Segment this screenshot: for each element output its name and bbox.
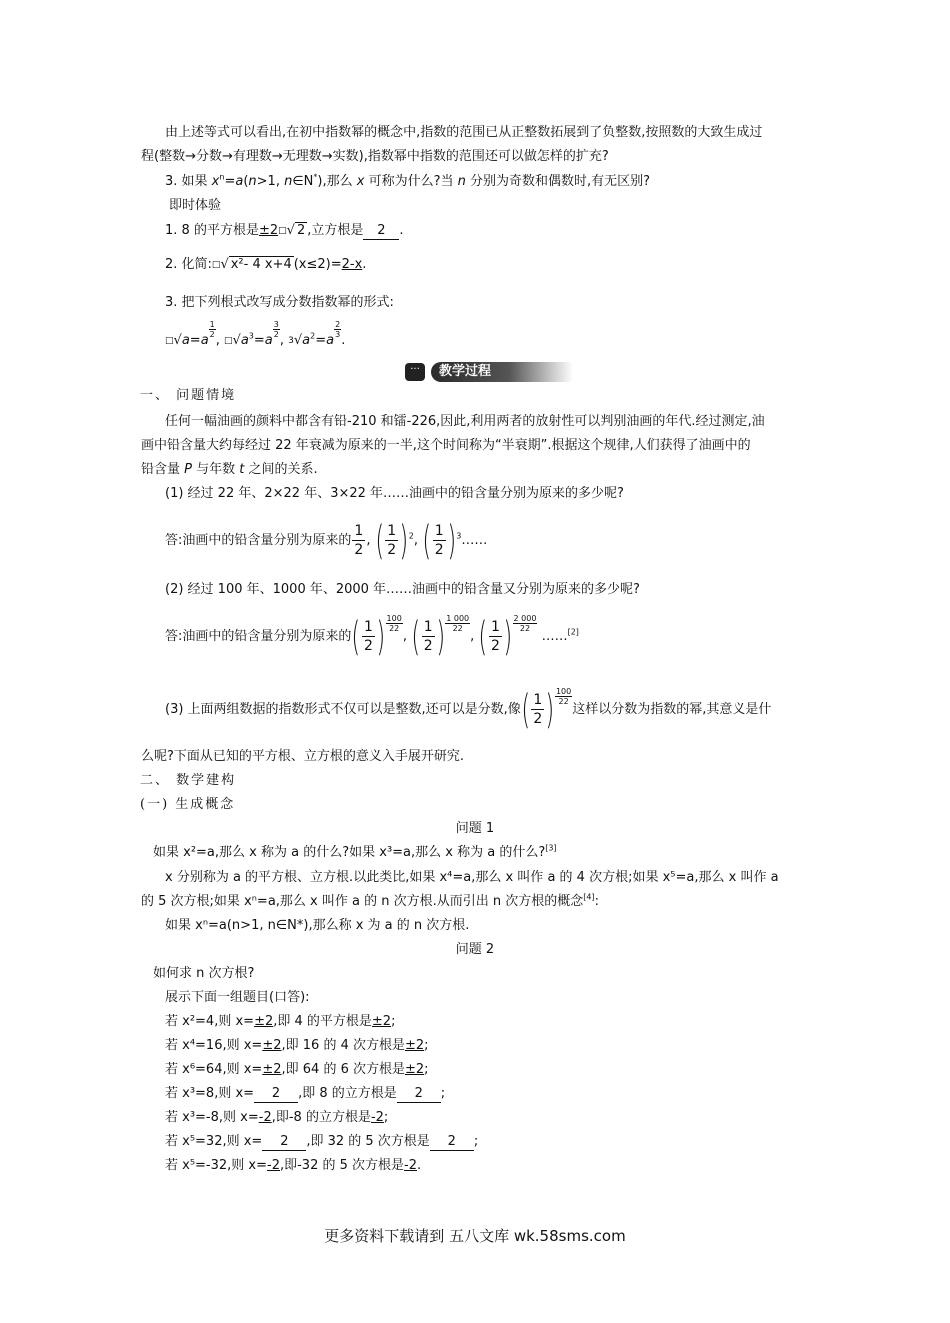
practice-item-3: 3. 把下列根式改写成分数指数幂的形式: xyxy=(165,295,394,310)
practice-item-1: 1. 8 的平方根是±2□√ 2 ,立方根是 2 . xyxy=(165,223,404,238)
section1-para-line1: 任何一幅油画的颜料中都含有铅-210 和镭-226,因此,利用两者的放射性可以判别油画的年代.经过测定,油 xyxy=(165,414,765,429)
section1-a1: 答:油画中的铅含量分别为原来的 $\frac{1}{2}$ , ( $\frac{1}{2}$ )$^2$, ( $\frac{1}{2}$ )$^3$…… xyxy=(165,517,488,564)
section1-para-line2: 画中铅含量大约每经过 22 年衰减为原来的一半,这个时间称为“半衰期”.根据这个规律,人们获得了油画中的 xyxy=(141,438,751,453)
section2-line5: 如何求 n 次方根? xyxy=(153,966,255,981)
section2-line6: 展示下面一组题目(口答): xyxy=(165,990,310,1005)
problem-1-heading: 问题 1 xyxy=(455,821,495,836)
exercise-row: 若 x⁵=-32,则 x=-2,即-32 的 5 次方根是-2. xyxy=(165,1158,422,1173)
section2-title: 二、 数学建构 xyxy=(140,773,237,788)
footer-link-text[interactable]: 更多资料下载请到 五八文库 wk.58sms.com xyxy=(324,1227,626,1245)
section1-q3-cont: 么呢?下面从已知的平方根、立方根的意义入手展开研究. xyxy=(141,749,465,764)
intro-question-3: 3. 如果 $x^n=a(n>1$, n∈N*),那么 x 可称为什么?当 n 分别为奇数和偶数时,有无区别? xyxy=(165,172,651,189)
speech-bubble-icon: ··· xyxy=(405,363,425,381)
exercise-row: 若 x⁴=16,则 x=±2,即 16 的 4 次方根是±2; xyxy=(165,1038,429,1053)
section2-line1: 如果 x²=a,那么 x 称为 a 的什么?如果 x³=a,那么 x 称为 a 的什么?[3] xyxy=(153,843,557,860)
problem-2-heading: 问题 2 xyxy=(455,942,495,957)
section1-title: 一、 问题情境 xyxy=(140,388,237,403)
exercise-row: 若 x³=-8,则 x=-2,即-8 的立方根是-2; xyxy=(165,1110,389,1125)
exercise-row: 若 x³=8,则 x= 2 ,即 8 的立方根是 2 ; xyxy=(165,1086,446,1101)
section1-q3: (3) 上面两组数据的指数形式不仅可以是整数,还可以是分数,像( $\frac{1}{2}$ ) $\frac{100}{22}$ 这样以分数为指数的幂,其意义是什 xyxy=(165,686,772,733)
nth-root-definition: 如果 xⁿ=a(n>1, n∈N*),那么称 x 为 a 的 n 次方根. xyxy=(165,918,470,933)
intro-paragraph-line1: 由上述等式可以看出,在初中指数幂的概念中,指数的范围已从正整数拓展到了负整数,按照数的大致生成过 xyxy=(165,125,763,140)
practice-item-3-answers: □√a=a $\frac{1}{2}$ , $^□√a^3=a$ $\frac{3}{2}$ , $^3√a^2=a$ $\frac{2}{3}$ . xyxy=(165,320,346,348)
section1-para-line3: 铅含量 P 与年数 t 之间的关系. xyxy=(141,462,318,477)
section-badge xyxy=(405,361,565,383)
section1-q2: (2) 经过 100 年、1000 年、2000 年……油画中的铅含量又分别为原来的多少呢? xyxy=(165,582,640,597)
section2-subtitle: (一) 生成概念 xyxy=(140,797,236,812)
section2-line2: x 分别称为 a 的平方根、立方根.以此类比,如果 x⁴=a,那么 x 叫作 a 的 4 次方根;如果 x⁵=a,那么 x 叫作 a xyxy=(165,870,779,885)
exercise-row: 若 x⁶=64,则 x=±2,即 64 的 6 次方根是±2; xyxy=(165,1062,429,1077)
intro-paragraph-line2: 程(整数→分数→有理数→无理数→实数),指数幂中指数的范围还可以做怎样的扩充? xyxy=(141,149,609,164)
section1-a2: 答:油画中的铅含量分别为原来的( $\frac{1}{2}$ ) $\frac{100}{22}$ , ( $\frac{1}{2}$ ) $\frac{1 000}{22}$ , ( $\frac{1}{2}$ ) $\frac{2 000}{22}$ ……[2] xyxy=(165,613,579,660)
section1-q1: (1) 经过 22 年、2×22 年、3×22 年……油画中的铅含量分别为原来的多少呢? xyxy=(165,486,624,501)
badge-label: 教学过程 xyxy=(431,362,573,382)
practice-item-2: 2. 化简:□√ x²- 4 x+4 (x≤2)=2-x. xyxy=(165,257,367,272)
exercise-row: 若 x²=4,则 x=±2,即 4 的平方根是±2; xyxy=(165,1014,396,1029)
exercise-row: 若 x⁵=32,则 x= 2 ,即 32 的 5 次方根是 2 ; xyxy=(165,1134,479,1149)
section2-line3: 的 5 次方根;如果 xⁿ=a,那么 x 叫作 a 的 n 次方根.从而引出 n 次方根的概念[4]: xyxy=(141,892,599,909)
radicand: x²- 4 x+4 xyxy=(230,257,292,272)
practice-heading: 即时体验 xyxy=(169,198,222,213)
